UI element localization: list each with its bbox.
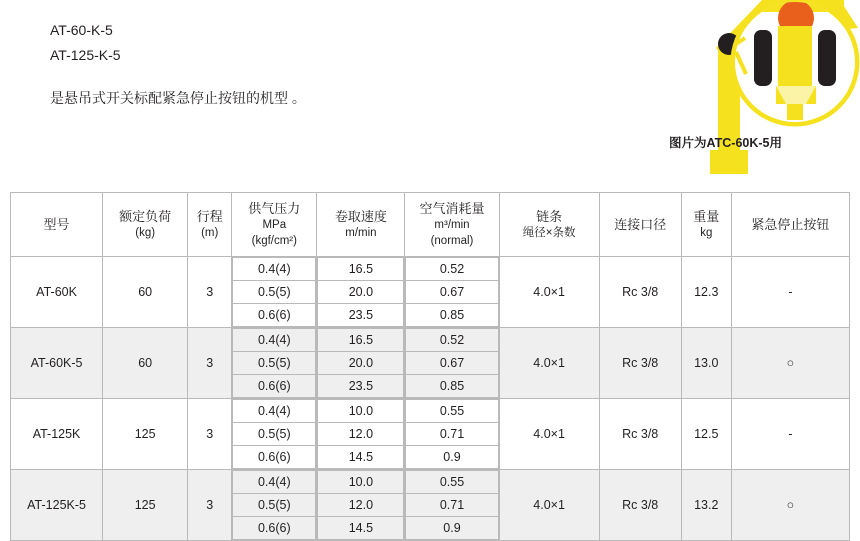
table-row (11, 399, 850, 470)
cell-air-pressure-value: 0.5(5) (233, 423, 316, 446)
cell-stroke: 3 (188, 399, 232, 470)
column-header-model: 型号 (11, 193, 103, 257)
cell-air-pressure-value: 0.4(4) (233, 329, 316, 352)
cell-model: AT-125K (11, 399, 103, 470)
cell-air-pressure-value: 0.4(4) (233, 400, 316, 423)
cell-lifting-speed-value: 23.5 (318, 375, 404, 398)
cell-air-consumption-value: 0.55 (406, 400, 498, 423)
cell-air-consumption-value: 0.67 (406, 352, 498, 375)
cell-emergency-stop: - (731, 257, 849, 328)
cell-air-consumption-value: 0.71 (406, 494, 498, 517)
cell-weight: 13.0 (681, 328, 731, 399)
cell-weight: 13.2 (681, 470, 731, 541)
cell-air-consumption-value: 0.71 (406, 423, 498, 446)
header-description: 是悬吊式开关标配紧急停止按钮的机型 。 (50, 90, 306, 106)
cell-air-pressure-value: 0.6(6) (233, 375, 316, 398)
cell-air-pressure-value: 0.5(5) (233, 494, 316, 517)
cell-lifting-speed (317, 328, 405, 399)
cell-air-consumption-value: 0.9 (406, 446, 498, 469)
cell-emergency-stop: ○ (731, 328, 849, 399)
cell-lifting-speed (317, 399, 405, 470)
table-row (11, 328, 850, 399)
cell-port-size: Rc 3/8 (599, 399, 681, 470)
cell-lifting-speed-value: 10.0 (318, 471, 404, 494)
cell-air-consumption-value: 0.55 (406, 471, 498, 494)
table-body (11, 257, 850, 541)
cell-lifting-speed-value: 16.5 (318, 258, 404, 281)
illustration-caption: 图片为ATC-60K-5用 (669, 136, 782, 150)
cell-lifting-speed (317, 470, 405, 541)
cell-air-consumption-value: 0.9 (406, 517, 498, 540)
cell-air-consumption-value: 0.67 (406, 281, 498, 304)
model-name-line-2: AT-125-K-5 (50, 47, 121, 63)
cell-air-pressure-value: 0.6(6) (233, 304, 316, 327)
cell-air-pressure-value: 0.5(5) (233, 352, 316, 375)
cell-emergency-stop: ○ (731, 470, 849, 541)
column-header-emergency-stop: 紧急停止按钮 (731, 193, 849, 257)
header-text-block (50, 18, 470, 108)
table-row (11, 470, 850, 541)
column-header-chain: 链条 绳径×条数 (499, 193, 599, 257)
cell-chain: 4.0×1 (499, 470, 599, 541)
cell-lifting-speed (317, 257, 405, 328)
cell-air-pressure-value: 0.6(6) (233, 517, 316, 540)
cell-rated-load: 125 (103, 470, 188, 541)
specifications-table (10, 192, 850, 541)
cell-air-pressure-value: 0.4(4) (233, 471, 316, 494)
column-header-lifting-speed: 卷取速度 m/min (317, 193, 405, 257)
cell-air-consumption (405, 328, 499, 399)
cell-lifting-speed-value: 12.0 (318, 494, 404, 517)
cell-stroke: 3 (188, 257, 232, 328)
model-name-line-1: AT-60-K-5 (50, 22, 113, 38)
cell-stroke: 3 (188, 470, 232, 541)
cell-air-consumption (405, 257, 499, 328)
cell-weight: 12.5 (681, 399, 731, 470)
cell-air-consumption (405, 399, 499, 470)
cell-air-pressure (232, 399, 317, 470)
cell-lifting-speed-value: 12.0 (318, 423, 404, 446)
cell-rated-load: 125 (103, 399, 188, 470)
cell-lifting-speed-value: 23.5 (318, 304, 404, 327)
cell-rated-load: 60 (103, 328, 188, 399)
column-header-port-size: 连接口径 (599, 193, 681, 257)
cell-lifting-speed-value: 20.0 (318, 352, 404, 375)
column-header-rated-load: 额定负荷 (kg) (103, 193, 188, 257)
table-header-row (11, 193, 850, 257)
cell-air-consumption-value: 0.52 (406, 329, 498, 352)
cell-air-consumption-value: 0.85 (406, 375, 498, 398)
cell-port-size: Rc 3/8 (599, 470, 681, 541)
cell-air-pressure-value: 0.4(4) (233, 258, 316, 281)
detail-callout (733, 0, 857, 124)
cell-air-pressure-value: 0.5(5) (233, 281, 316, 304)
cell-rated-load: 60 (103, 257, 188, 328)
cell-chain: 4.0×1 (499, 257, 599, 328)
column-header-air-consumption: 空气消耗量 m³/min (normal) (405, 193, 499, 257)
column-header-air-pressure: 供气压力 MPa (kgf/cm²) (232, 193, 317, 257)
cell-model: AT-125K-5 (11, 470, 103, 541)
cell-port-size: Rc 3/8 (599, 328, 681, 399)
cell-air-pressure-value: 0.6(6) (233, 446, 316, 469)
table-row (11, 257, 850, 328)
cell-lifting-speed-value: 14.5 (318, 517, 404, 540)
cell-air-consumption-value: 0.85 (406, 304, 498, 327)
cell-port-size: Rc 3/8 (599, 257, 681, 328)
cell-lifting-speed-value: 10.0 (318, 400, 404, 423)
cell-model: AT-60K (11, 257, 103, 328)
cell-air-pressure (232, 470, 317, 541)
cell-emergency-stop: - (731, 399, 849, 470)
cell-chain: 4.0×1 (499, 399, 599, 470)
column-header-stroke: 行程 (m) (188, 193, 232, 257)
cell-weight: 12.3 (681, 257, 731, 328)
cell-chain: 4.0×1 (499, 328, 599, 399)
cell-model: AT-60K-5 (11, 328, 103, 399)
column-header-weight: 重量 kg (681, 193, 731, 257)
cell-air-pressure (232, 328, 317, 399)
cell-lifting-speed-value: 16.5 (318, 329, 404, 352)
cell-lifting-speed-value: 14.5 (318, 446, 404, 469)
cell-lifting-speed-value: 20.0 (318, 281, 404, 304)
cell-air-consumption-value: 0.52 (406, 258, 498, 281)
cell-air-pressure (232, 257, 317, 328)
cell-air-consumption (405, 470, 499, 541)
cell-stroke: 3 (188, 328, 232, 399)
